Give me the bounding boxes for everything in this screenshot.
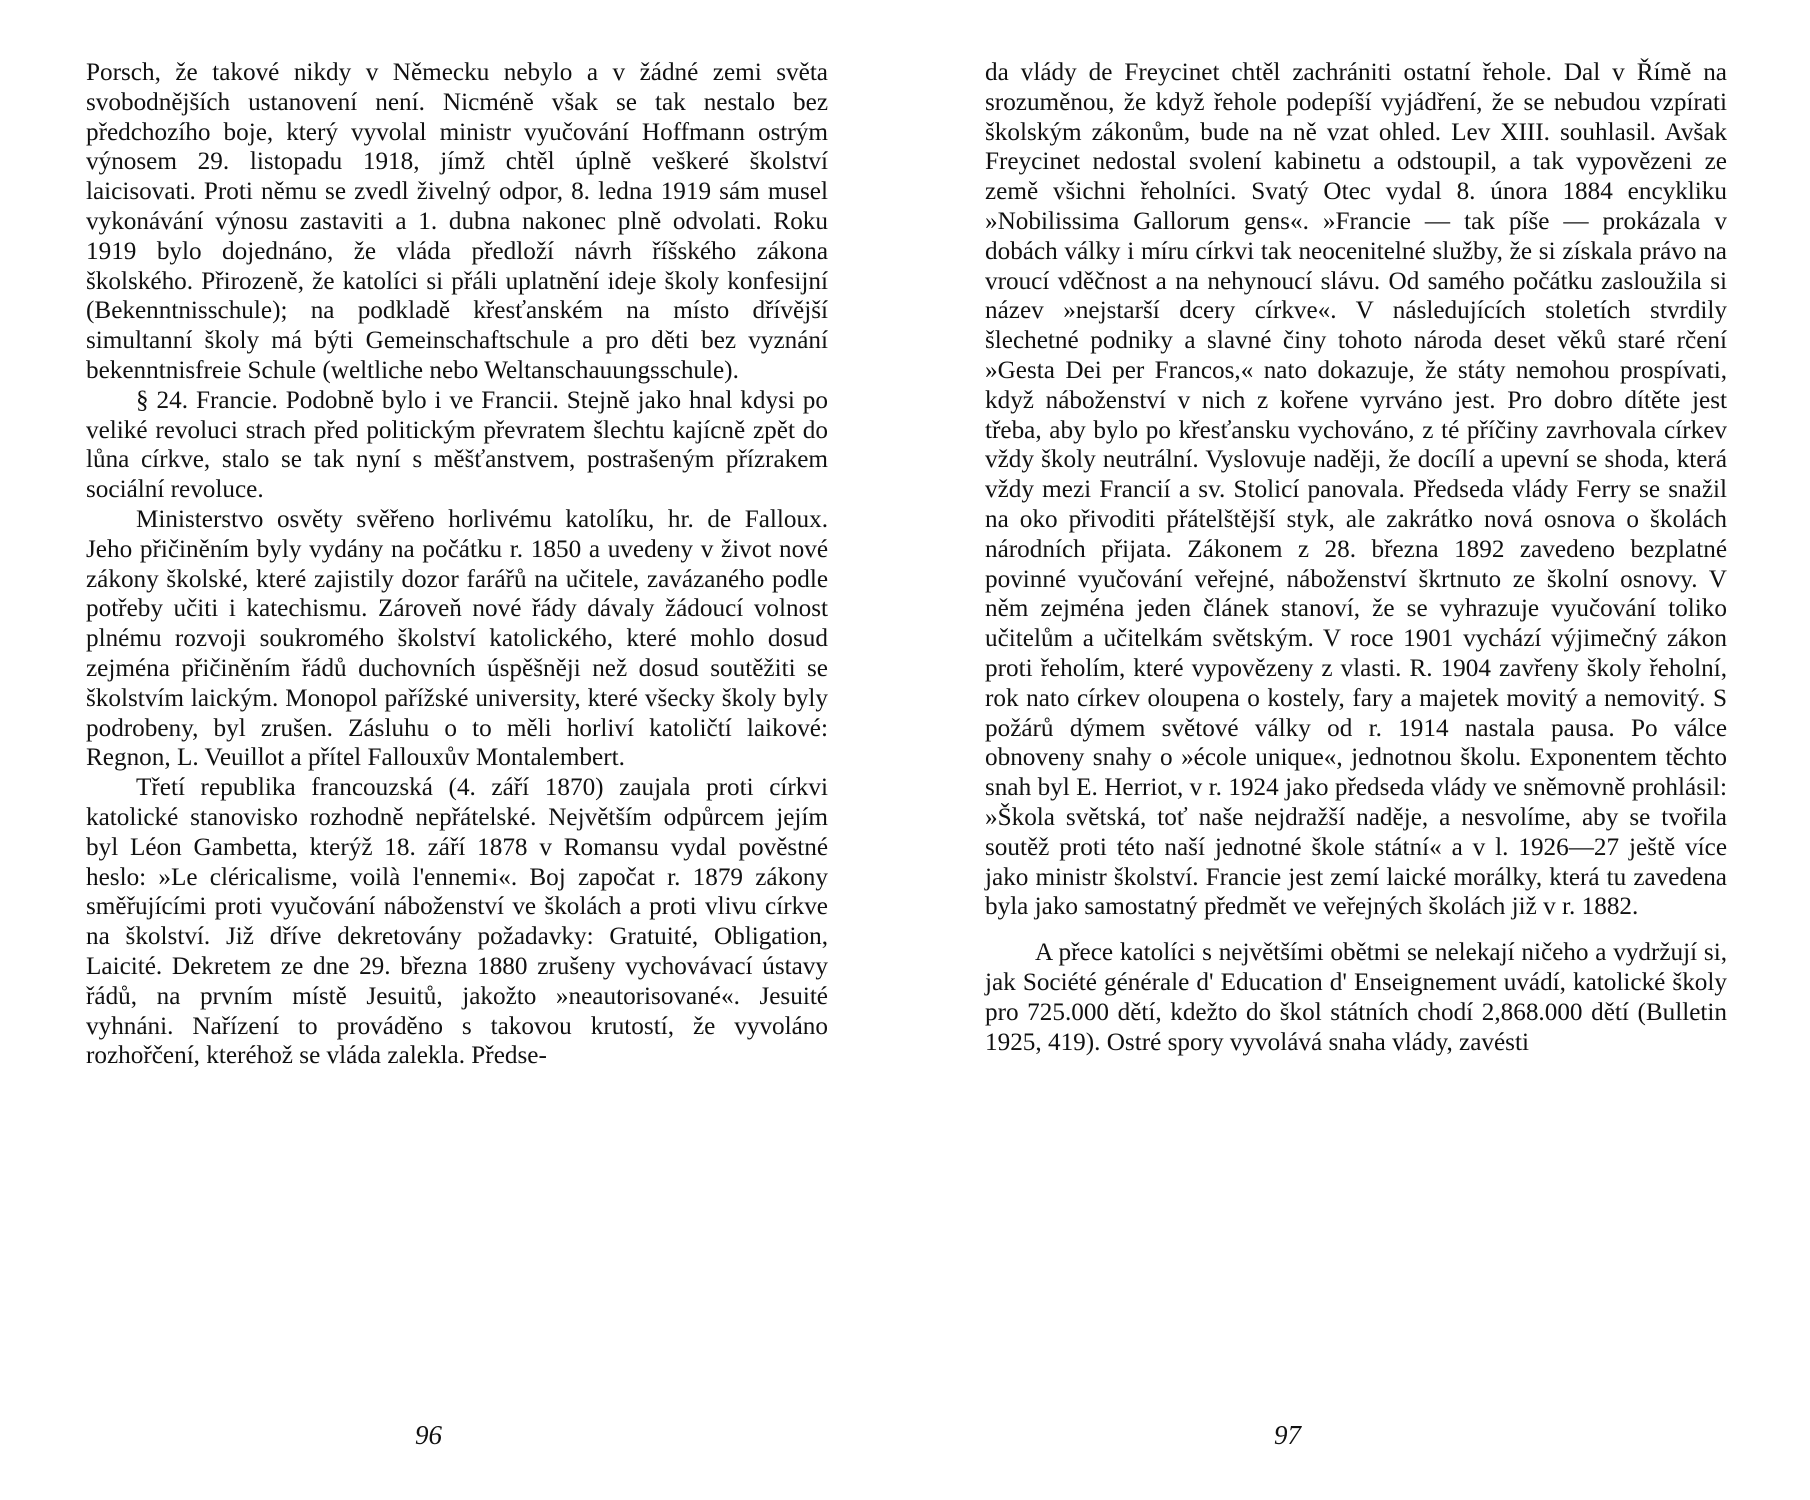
paragraph: A přece katolíci s největšími obětmi se nelekají ničeho a vydržují si, jak Société générale d' Education d' Enseignement uvádí, katolické školy pro 725.000 dětí, kdežto do škol státních chodí 2,868.000 dětí (Bulletin 1925, 419). Ostré spory vyvolává snaha vlády, zavésti [985,939,1727,1056]
paragraph: Ministerstvo osvěty svěřeno horlivému katolíku, hr. de Falloux. Jeho přičiněním byly vydány na počátku r. 1850 a uvedeny v život nové zákony školské, které zajistily dozor farářů na učitele, zavázaného podle potřeby učiti i katechismu. Zároveň nové řády dávaly žádoucí volnost plnému rozvoji soukromého školství katolického, které mohlo dosud zejména přičiněním řádů duchovních úspěšněji než dosud soutěžiti se školstvím laickým. Monopol pařížské university, které všecky školy byly podrobeny, byl zrušen. Zásluhu o to měli horliví katoličtí laikové: Regnon, L. Veuillot a přítel Fallouxův Montalembert. [86,505,828,772]
right-text-column [985,58,1727,1057]
left-text-column [86,58,828,1071]
paragraph: Porsch, že takové nikdy v Německu nebylo a v žádné zemi světa svobodnějších ustanovení není. Nicméně však se tak nestalo bez předchozího boje, který vyvolal ministr vyučování Hoffmann ostrým výnosem 29. listopadu 1918, jímž chtěl úplně veškeré školství laicisovati. Proti němu se zvedl živelný odpor, 8. ledna 1919 sám musel vykonávání výnosu zastaviti a 1. dubna nakonec plně odvolati. Roku 1919 bylo dojednáno, že vláda předloží návrh říšského zákona školského. Přirozeně, že katolíci si přáli uplatnění ideje školy konfesijní (Bekenntnisschule); na podkladě křesťanském na místo dřívější simultanní školy má býti Gemeinschaftschule a pro děti bez vyznání bekenntnisfreie Schule (weltliche nebo Weltanschauungsschule). [86,59,828,384]
paragraph: Třetí republika francouzská (4. září 1870) zaujala proti církvi katolické stanovisko rozhodně nepřátelské. Největším odpůrcem jejím byl Léon Gambetta, kterýž 18. září 1878 v Romansu vydal pověstné heslo: »Le cléricalisme, voilà l'ennemi«. Boj započat r. 1879 zákony směřujícími proti vyučování náboženství ve školách a proti vlivu církve na školství. Již dříve dekretovány požadavky: Gratuité, Obligation, Laicité. Dekretem ze dne 29. března 1880 zrušeny vychovávací ústavy řádů, na prvním místě Jesuitů, jakožto »neautorisované«. Jesuité vyhnáni. Nařízení to prováděno s takovou krutostí, že vyvoláno rozhořčení, kteréhož se vláda zalekla. Předse- [86,774,828,1070]
paragraph: da vlády de Freycinet chtěl zachrániti ostatní řehole. Dal v Římě na srozuměnou, že když řehole podepíší vyjádření, že se nebudou vzpírati školským zákonům, bude na ně vzat ohled. Lev XIII. souhlasil. Avšak Freycinet nedostal svolení kabinetu a odstoupil, a tak vypovězeni ze země všichni řeholníci. Svatý Otec vydal 8. února 1884 encykliku »Nobilissima Gallorum gens«. »Francie — tak píše — prokázala v dobách války i míru církvi tak neocenitelné služby, že si získala právo na vroucí vděčnost a na nehynoucí slávu. Od samého počátku zasloužila si název »nejstarší dcery církve«. V následujících stoletích stvrdily šlechetné podniky a slavné činy tohoto národa deset věků staré rčení »Gesta Dei per Francos,« nato dokazuje, že státy nemohou prospívati, když náboženství v nich z kořene vyrváno jest. Pro dobro dítěte jest třeba, aby bylo po křesťansku vychováno, z té příčiny zavrhovala církev vždy školy neutrální. Vyslovuje naději, že docílí a upevní se shoda, která vždy mezi Francií a sv. Stolicí panovala. Předseda vlády Ferry se snažil na oko přivoditi přátelštější styk, ale zakrátko nová osnova o školách národních přijata. Zákonem z 28. března 1892 zavedeno bezplatné povinné vyučování veřejné, náboženství škrtnuto ze školní osnovy. V něm zejména jeden článek stanoví, že se vyhrazuje vyučování toliko učitelům a učitelkám světským. V roce 1901 vychází výjimečný zákon proti řeholím, které vypovězeny z vlasti. R. 1904 zavřeny školy řeholní, rok nato církev oloupena o kostely, fary a majetek movitý a nemovitý. S požárů dýmem světové války od r. 1914 nastala pausa. Po válce obnoveny snahy o »école unique«, jednotnou školu. Exponentem těchto snah byl E. Herriot, v r. 1924 jako předseda vlády ve sněmovně prohlásil: »Škola světská, toť naše nejdražší naděje, a nesvolíme, aby se tvořila soutěž proti této naší jednotné škole státní« a v l. 1926—27 ještě více jako ministr školství. Francie jest zemí laické morálky, která tu zavedena byla jako samostatný předmět ve veřejných školách již v r. 1882. [985,59,1727,921]
right-page [905,0,1810,1500]
page-number: 97 [1274,1420,1301,1450]
paragraph-section-24: § 24. Francie. Podobně bylo i ve Francii. Stejně jako hnal kdysi po veliké revoluci strach před politickým převratem šlechtu kajícně zpět do lůna církve, stalo se tak nyní s měšťanstvem, postrašeným přízrakem sociální revoluce. [86,386,828,504]
page-number: 96 [415,1420,442,1450]
